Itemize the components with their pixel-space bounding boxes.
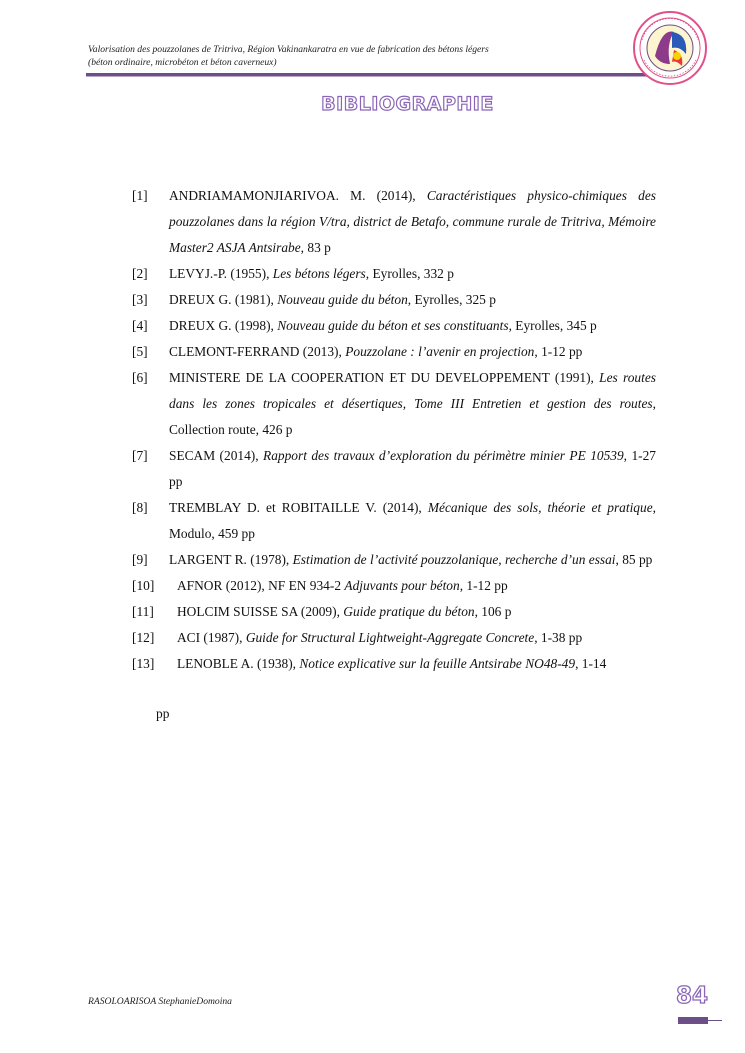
reference-text: DREUX G. (1998), Nouveau guide du béton et ses constituants, Eyrolles, 345 p bbox=[169, 318, 597, 333]
reference-number: [10] bbox=[132, 578, 155, 593]
reference-item bbox=[132, 287, 656, 313]
header-rule-shadow bbox=[86, 76, 656, 77]
reference-item bbox=[132, 599, 656, 625]
reference-item bbox=[132, 365, 656, 443]
reference-item bbox=[132, 651, 656, 677]
reference-number: [4] bbox=[132, 318, 148, 333]
footer-line bbox=[708, 1020, 722, 1021]
reference-number: [5] bbox=[132, 344, 148, 359]
reference-text: MINISTERE DE LA COOPERATION ET DU DEVELOPPEMENT (1991), Les routes dans les zones tropicales et désertiques, Tome III Entretien et gestion des routes, Collection route, 426 p bbox=[169, 370, 656, 437]
footer-author: RASOLOARISOA StephanieDomoina bbox=[88, 996, 232, 1007]
reference-item bbox=[132, 443, 656, 495]
reference-item bbox=[132, 625, 656, 651]
reference-text: LEVYJ.-P. (1955), Les bétons légers, Eyrolles, 332 p bbox=[169, 266, 454, 281]
reference-text: TREMBLAY D. et ROBITAILLE V. (2014), Mécanique des sols, théorie et pratique, Modulo, 459 pp bbox=[169, 500, 656, 541]
page-number: 84 bbox=[676, 983, 709, 1009]
reference-text: DREUX G. (1981), Nouveau guide du béton, Eyrolles, 325 p bbox=[169, 292, 496, 307]
reference-number: [11] bbox=[132, 604, 154, 619]
reference-number: [9] bbox=[132, 552, 148, 567]
reference-text: CLEMONT-FERRAND (2013), Pouzzolane : l’avenir en projection, 1-12 pp bbox=[169, 344, 583, 359]
reference-number: [2] bbox=[132, 266, 148, 281]
reference-text: LENOBLE A. (1938), Notice explicative sur la feuille Antsirabe NO48-49, 1-14 bbox=[177, 656, 607, 671]
reference-text: ACI (1987), Guide for Structural Lightweight-Aggregate Concrete, 1-38 pp bbox=[177, 630, 583, 645]
reference-number: [8] bbox=[132, 500, 148, 515]
reference-text: ANDRIAMAMONJIARIVOA. M. (2014), Caractéristiques physico-chimiques des pouzzolanes dans la région V/tra, district de Betafo, commune rurale de Tritriva, Mémoire Master2 ASJA Antsirabe, 83 p bbox=[169, 188, 656, 255]
university-seal-icon bbox=[632, 10, 708, 86]
reference-text: SECAM (2014), Rapport des travaux d’exploration du périmètre minier PE 10539, 1-27 pp bbox=[169, 448, 656, 489]
reference-item bbox=[132, 261, 656, 287]
running-header bbox=[88, 43, 628, 69]
header-line-1: Valorisation des pouzzolanes de Tritriva, Région Vakinankaratra en vue de fabrication des bétons légers bbox=[88, 44, 489, 55]
page-title: BIBLIOGRAPHIE bbox=[321, 93, 494, 115]
reference-list bbox=[132, 183, 656, 677]
reference-text: AFNOR (2012), NF EN 934-2 Adjuvants pour béton, 1-12 pp bbox=[177, 578, 508, 593]
reference-number: [7] bbox=[132, 448, 148, 463]
reference-item bbox=[132, 495, 656, 547]
header-line-2: (béton ordinaire, microbéton et béton caverneux) bbox=[88, 57, 277, 68]
footer-bar bbox=[678, 1017, 708, 1024]
reference-text: LARGENT R. (1978), Estimation de l’activité pouzzolanique, recherche d’un essai, 85 pp bbox=[169, 552, 653, 567]
reference-item bbox=[132, 313, 656, 339]
reference-item bbox=[132, 547, 656, 573]
reference-number: [12] bbox=[132, 630, 155, 645]
reference-number: [1] bbox=[132, 188, 148, 203]
reference-item bbox=[132, 339, 656, 365]
reference-item bbox=[132, 183, 656, 261]
reference-13-continuation: pp bbox=[156, 706, 170, 721]
reference-number: [6] bbox=[132, 370, 148, 385]
reference-number: [13] bbox=[132, 656, 155, 671]
reference-number: [3] bbox=[132, 292, 148, 307]
reference-item bbox=[132, 573, 656, 599]
reference-text: HOLCIM SUISSE SA (2009), Guide pratique du béton, 106 p bbox=[177, 604, 512, 619]
